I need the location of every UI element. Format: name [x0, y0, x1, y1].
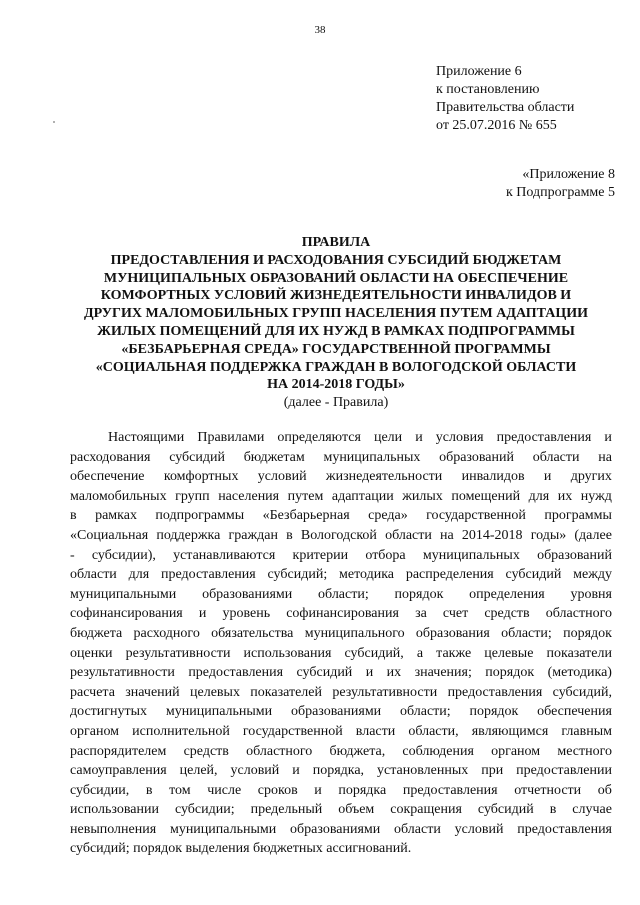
approval-line: от 25.07.2016 № 655 [436, 118, 557, 133]
title-note: (далее - Правила) [283, 395, 389, 411]
body-paragraph [70, 428, 612, 859]
paragraph-line: расходования субсидий бюджетам муниципальных образований области на [70, 449, 612, 465]
title-line: ПРЕДОСТАВЛЕНИЯ И РАСХОДОВАНИЯ СУБСИДИЙ БЮДЖЕТАМ [110, 252, 562, 268]
paragraph-line: маломобильных групп населения путем адаптации жилых помещений для их нужд [70, 488, 612, 504]
paragraph-line: расчета значений целевых показателей результативности предоставления субсидий, [70, 684, 612, 700]
approval-stamp [436, 63, 574, 135]
approval-line: Правительства области [436, 100, 575, 115]
paragraph-line: в рамках подпрограммы «Безбарьерная среда» государственной программы [70, 508, 612, 524]
title-line: КОМФОРТНЫХ УСЛОВИЙ ЖИЗНЕДЕЯТЕЛЬНОСТИ ИНВАЛИДОВ И [100, 288, 572, 304]
paragraph-line: Настоящими Правилами определяются цели и условия предоставления и [108, 430, 612, 445]
paragraph-line: «Социальная поддержка граждан в Вологодской области на 2014-2018 годы» (далее [70, 527, 612, 543]
title-line: ДРУГИХ МАЛОМОБИЛЬНЫХ ГРУПП НАСЕЛЕНИЯ ПУТЕМ АДАПТАЦИИ [83, 306, 589, 322]
previous-appendix-reference [506, 166, 615, 202]
title-line: «СОЦИАЛЬНАЯ ПОДДЕРЖКА ГРАЖДАН В ВОЛОГОДСКОЙ ОБЛАСТИ [95, 359, 577, 375]
paragraph-line: области для предоставления субсидий; методика распределения субсидий между [70, 567, 612, 583]
title-line: ЖИЛЫХ ПОМЕЩЕНИЙ ДЛЯ ИХ НУЖД В РАМКАХ ПОДПРОГРАММЫ [97, 323, 575, 339]
approval-line: к постановлению [436, 82, 540, 97]
paragraph-line: субсидии, в том числе сроков и порядка предоставления отчетности об [70, 782, 612, 798]
paragraph-line: распорядителем средств областного бюджета, соблюдения органом местного [70, 743, 612, 759]
title-line: «БЕЗБАРЬЕРНАЯ СРЕДА» ГОСУДАРСТВЕННОЙ ПРОГРАММЫ [121, 341, 551, 357]
document-title [70, 234, 602, 412]
previous-appendix-line: «Приложение 8 [522, 167, 615, 182]
paragraph-line: бюджета расходного обязательства муниципального образования области; порядок [70, 625, 612, 641]
paragraph-line: невыполнения муниципальными образованиями области условий предоставления [70, 821, 612, 837]
paragraph-line: муниципальными образованиями области; порядок определения уровня [70, 586, 612, 602]
paragraph-line: результативности предоставления субсидий и их значения; порядок (методика) [70, 665, 612, 681]
title-line: ПРАВИЛА [301, 235, 371, 250]
paragraph-line: субсидий; порядок выделения бюджетных ассигнований. [70, 841, 412, 857]
previous-appendix-line: к Подпрограмме 5 [505, 185, 615, 200]
paragraph-line: софинансирования и уровень софинансирования за счет средств областного [70, 606, 612, 622]
paragraph-line: использовании субсидии; предельный объем сокращения субсидий в случае [70, 802, 612, 818]
paragraph-line: достигнутых муниципальными образованиями области; порядок обеспечения [70, 704, 612, 720]
title-line: МУНИЦИПАЛЬНЫХ ОБРАЗОВАНИЙ ОБЛАСТИ НА ОБЕСПЕЧЕНИЕ [103, 270, 569, 286]
paragraph-line: органом исполнительной государственной власти области, являющимся главным [70, 723, 612, 739]
scan-speck [53, 121, 55, 123]
paragraph-line: - субсидии), устанавливаются критерии отбора муниципальных образований [70, 547, 612, 563]
page-number: 38 [314, 24, 326, 36]
paragraph-line: оценки результативности использования субсидий, а также целевые показатели [70, 645, 612, 661]
paragraph-line: самоуправления целей, условий и порядка, установленных при предоставлении [70, 763, 612, 779]
approval-line: Приложение 6 [436, 64, 522, 79]
paragraph-line: обеспечение комфортных условий жизнедеятельности инвалидов и других [70, 469, 612, 485]
title-line: НА 2014-2018 ГОДЫ» [267, 377, 405, 393]
